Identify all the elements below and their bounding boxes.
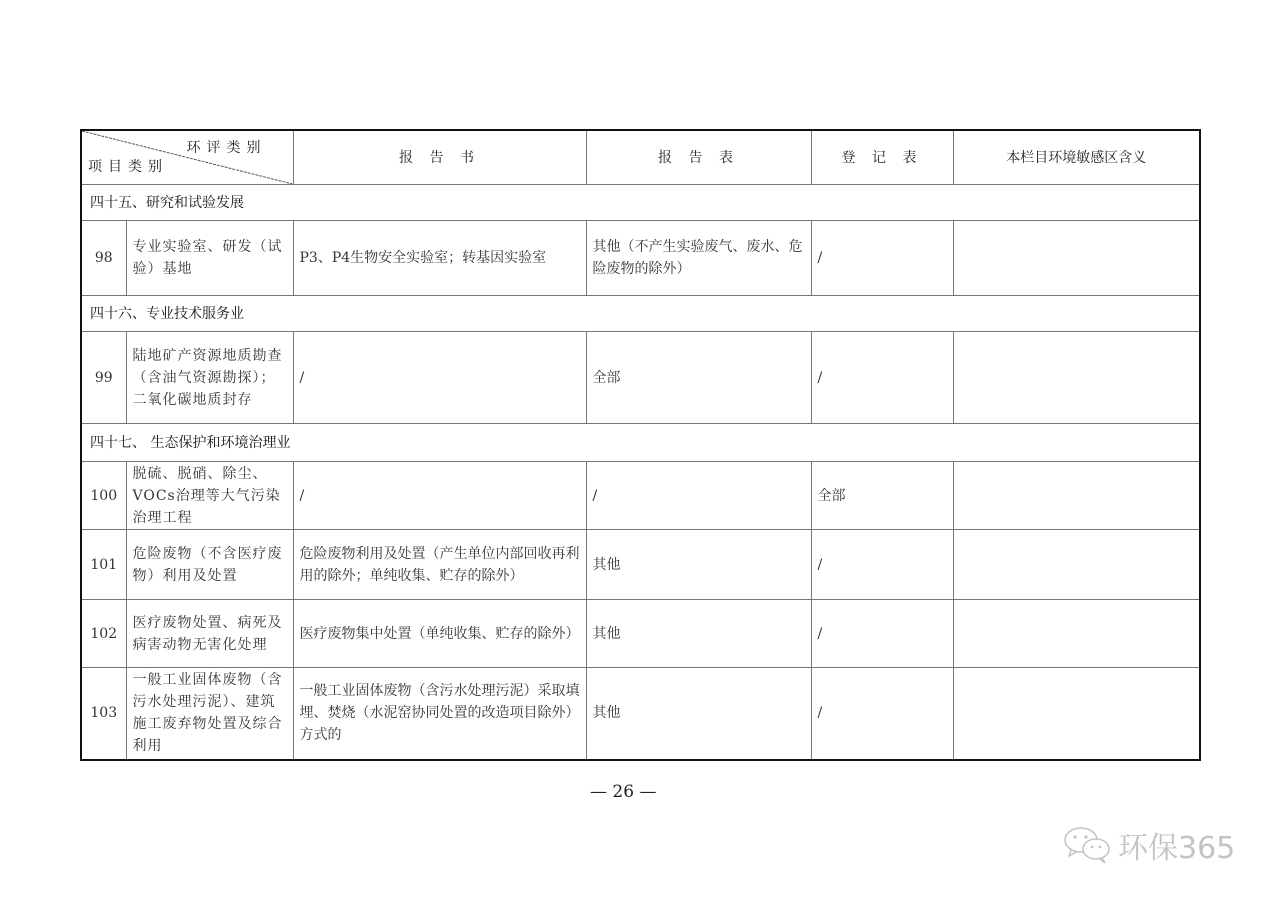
registration-form-cell: /: [811, 600, 953, 668]
table-row: [81, 221, 1200, 296]
report-book-cell: /: [293, 462, 586, 530]
row-number: 99: [81, 332, 126, 424]
project-category: 医疗废物处置、病死及病害动物无害化处理: [126, 600, 293, 668]
row-number: 103: [81, 668, 126, 760]
table-row: [81, 530, 1200, 600]
report-form-cell: 其他（不产生实验废气、废水、危险废物的除外）: [586, 221, 811, 296]
report-form-cell: 全部: [586, 332, 811, 424]
header-report-book: 报 告 书: [293, 130, 586, 185]
report-book-cell: 危险废物利用及处置（产生单位内部回收再利用的除外；单纯收集、贮存的除外）: [293, 530, 586, 600]
registration-form-cell: /: [811, 530, 953, 600]
table-row: [81, 668, 1200, 760]
project-category: 陆地矿产资源地质勘查（含油气资源勘探）；二氧化碳地质封存: [126, 332, 293, 424]
header-registration-form: 登 记 表: [811, 130, 953, 185]
row-number: 98: [81, 221, 126, 296]
wechat-icon: [1062, 825, 1114, 865]
section-title: 四十七、 生态保护和环境治理业: [81, 424, 1200, 462]
header-sensitive-area: 本栏目环境敏感区含义: [953, 130, 1200, 185]
sensitive-area-cell: [953, 530, 1200, 600]
registration-form-cell: /: [811, 332, 953, 424]
row-number: 101: [81, 530, 126, 600]
report-book-cell: 一般工业固体废物（含污水处理污泥）采取填埋、焚烧（水泥窑协同处置的改造项目除外）方式的: [293, 668, 586, 760]
project-category: 一般工业固体废物（含污水处理污泥）、建筑施工废弃物处置及综合利用: [126, 668, 293, 760]
section-title: 四十五、研究和试验发展: [81, 185, 1200, 221]
report-book-cell: /: [293, 332, 586, 424]
classification-table: [80, 129, 1201, 761]
table-row: [81, 332, 1200, 424]
project-category: 脱硫、脱硝、除尘、VOCs治理等大气污染治理工程: [126, 462, 293, 530]
registration-form-cell: /: [811, 668, 953, 760]
table-row: [81, 600, 1200, 668]
report-book-cell: P3、P4生物安全实验室；转基因实验室: [293, 221, 586, 296]
report-form-cell: 其他: [586, 600, 811, 668]
section-row: [81, 185, 1200, 221]
sensitive-area-cell: [953, 221, 1200, 296]
registration-form-cell: /: [811, 221, 953, 296]
report-book-cell: 医疗废物集中处置（单纯收集、贮存的除外）: [293, 600, 586, 668]
table-header-row: [81, 130, 1200, 185]
sensitive-area-cell: [953, 462, 1200, 530]
row-number: 102: [81, 600, 126, 668]
project-category: 危险废物（不含医疗废物）利用及处置: [126, 530, 293, 600]
watermark: [1062, 823, 1235, 867]
report-form-cell: 其他: [586, 530, 811, 600]
sensitive-area-cell: [953, 600, 1200, 668]
section-row: [81, 424, 1200, 462]
report-form-cell: /: [586, 462, 811, 530]
row-number: 100: [81, 462, 126, 530]
header-project-category: 项目类别: [88, 159, 168, 175]
section-title: 四十六、专业技术服务业: [81, 296, 1200, 332]
diagonal-header-cell: [81, 130, 293, 185]
section-row: [81, 296, 1200, 332]
project-category: 专业实验室、研发（试验）基地: [126, 221, 293, 296]
registration-form-cell: 全部: [811, 462, 953, 530]
sensitive-area-cell: [953, 668, 1200, 760]
sensitive-area-cell: [953, 332, 1200, 424]
header-eia-category: 环评类别: [186, 140, 267, 156]
watermark-text: 环保365: [1118, 831, 1236, 866]
report-form-cell: 其他: [586, 668, 811, 760]
table-row: [81, 462, 1200, 530]
page-number: — 26 —: [590, 782, 657, 802]
header-report-form: 报 告 表: [586, 130, 811, 185]
